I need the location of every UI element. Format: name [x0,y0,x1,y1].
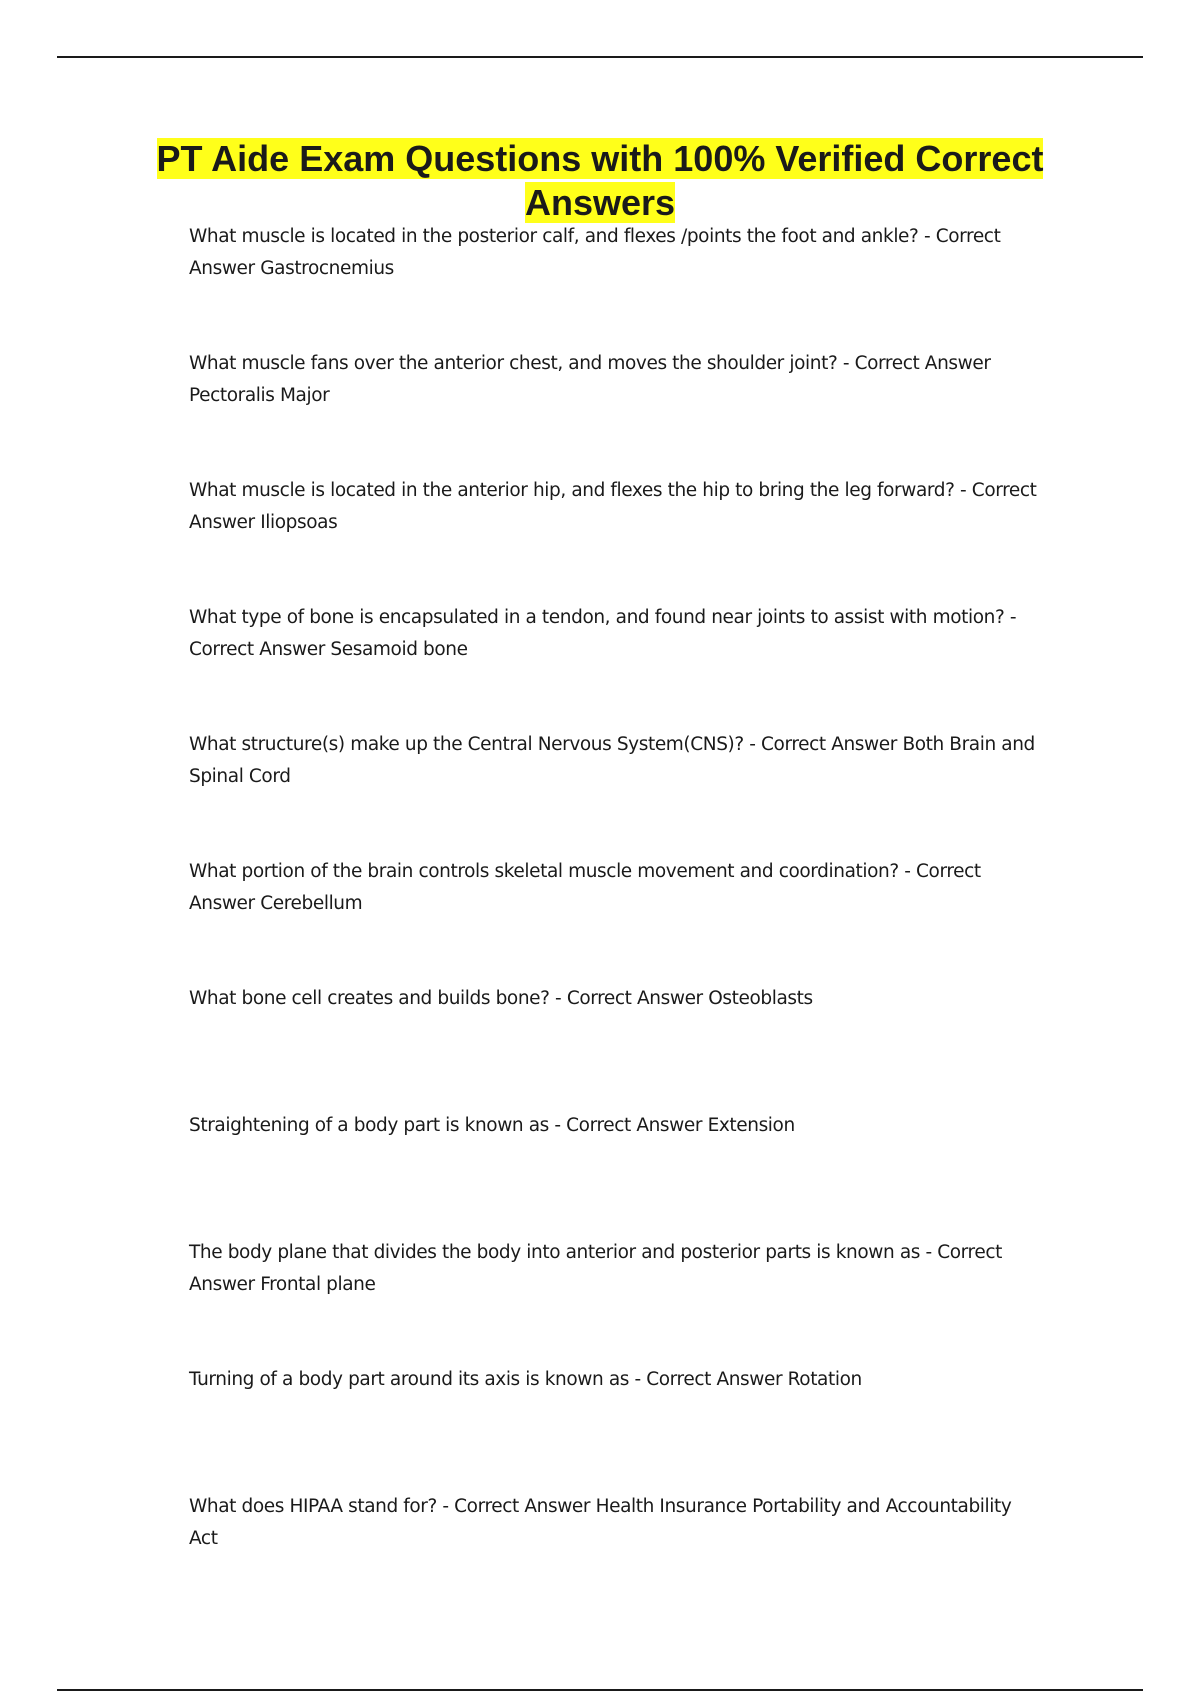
qa-item-4: What type of bone is encapsulated in a tendon, and found near joints to assist with motion? - Correct Answer Sesamoid bone [189,607,1017,660]
qa-item-5: What structure(s) make up the Central Nervous System(CNS)? - Correct Answer Both Brain and Spinal Cord [189,734,1035,787]
title-block [100,137,1100,225]
page-title: PT Aide Exam Questions with 100% Verified Correct Answers [156,138,1044,223]
qa-item-7: What bone cell creates and builds bone? - Correct Answer Osteoblasts [189,988,813,1009]
bottom-rule [57,1689,1143,1691]
qa-item-10: Turning of a body part around its axis is known as - Correct Answer Rotation [189,1369,862,1390]
qa-item-3: What muscle is located in the anterior hip, and flexes the hip to bring the leg forward? - Correct Answer Iliopsoas [189,480,1037,533]
qa-item-6: What portion of the brain controls skeletal muscle movement and coordination? - Correct Answer Cerebellum [189,861,981,914]
qa-item-8: Straightening of a body part is known as - Correct Answer Extension [189,1115,795,1136]
qa-item-2: What muscle fans over the anterior chest, and moves the shoulder joint? - Correct Answer Pectoralis Major [189,353,991,406]
qa-item-1: What muscle is located in the posterior calf, and flexes /points the foot and ankle? - Correct Answer Gastrocnemius [189,226,1001,279]
qa-item-9: The body plane that divides the body into anterior and posterior parts is known as - Correct Answer Frontal plane [189,1242,1002,1295]
top-rule [57,56,1143,58]
qa-item-11: What does HIPAA stand for? - Correct Answer Health Insurance Portability and Accountability Act [189,1496,1012,1549]
qa-list [189,221,1044,1618]
